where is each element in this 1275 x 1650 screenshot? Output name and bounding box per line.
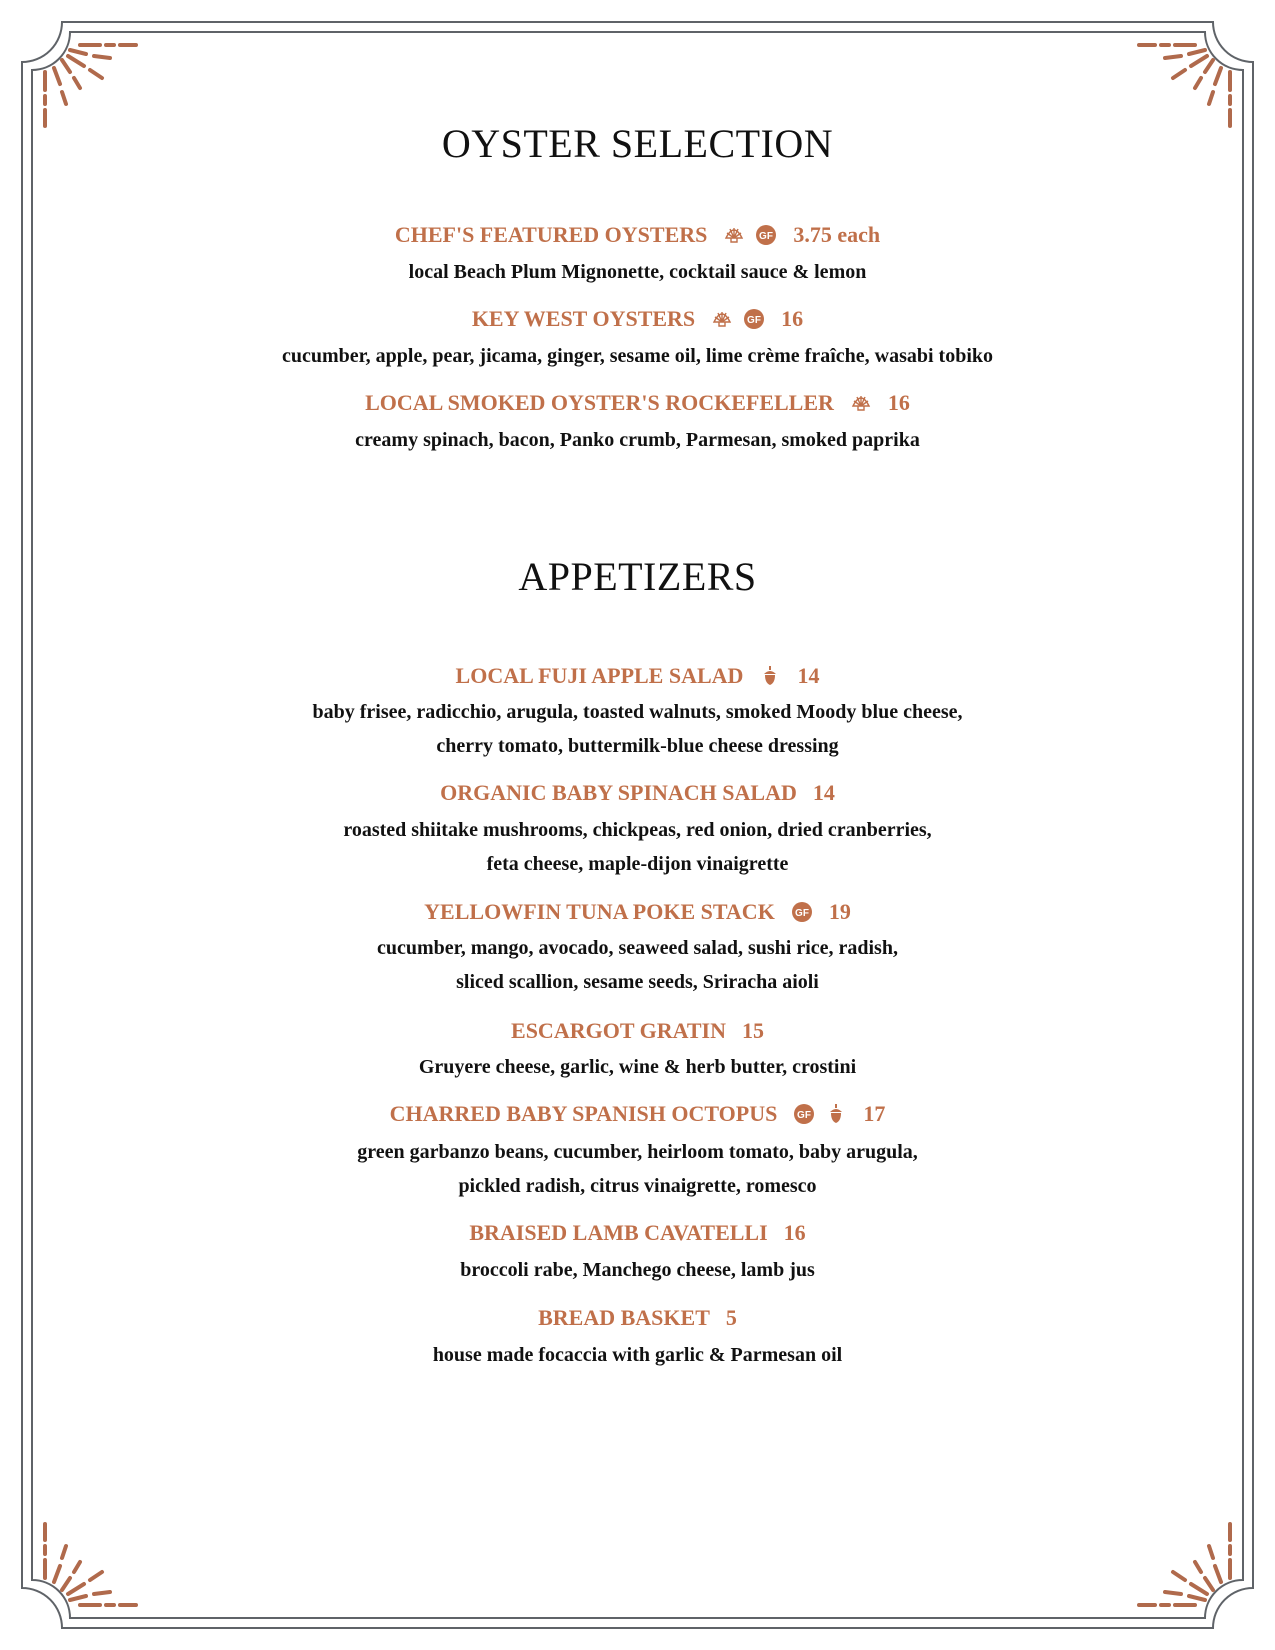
shell-icon: [711, 308, 733, 330]
corner-ornament-bottom-right: [1125, 1500, 1235, 1610]
gluten-free-icon: [743, 308, 765, 330]
section-title: APPETIZERS: [518, 554, 757, 599]
svg-text:GF: GF: [747, 315, 762, 326]
gluten-free-icon: [755, 224, 777, 246]
item-name: LOCAL FUJI APPLE SALAD: [455, 663, 744, 688]
menu-item-header: [0, 1302, 1275, 1334]
item-name: ORGANIC BABY SPINACH SALAD: [440, 780, 797, 805]
item-price: 14: [797, 663, 820, 688]
item-description: sliced scallion, sesame seeds, Sriracha aioli: [456, 971, 819, 993]
item-description: house made focaccia with garlic & Parmesan oil: [432, 1344, 843, 1366]
item-description: local Beach Plum Mignonette, cocktail sauce & lemon: [408, 261, 867, 283]
item-price: 16: [781, 306, 804, 331]
shell-icon: [723, 224, 745, 246]
menu-item-header: [0, 1217, 1275, 1249]
menu-item-header: [0, 219, 1275, 251]
dietary-icons: [793, 1103, 847, 1125]
item-name: CHEF'S FEATURED OYSTERS: [394, 222, 708, 247]
item-price: 5: [725, 1305, 737, 1330]
item-description: feta cheese, maple-dijon vinaigrette: [486, 853, 789, 875]
menu-item-header: [0, 660, 1275, 692]
gluten-free-icon: [791, 901, 813, 923]
menu-item-header: [0, 1098, 1275, 1130]
item-name: LOCAL SMOKED OYSTER'S ROCKEFELLER: [365, 390, 834, 415]
item-price: 14: [812, 780, 835, 805]
svg-text:GF: GF: [797, 1110, 812, 1121]
item-price: 19: [828, 899, 851, 924]
dietary-icons: [759, 665, 781, 687]
item-price: 16: [887, 390, 910, 415]
item-name: ESCARGOT GRATIN: [511, 1018, 726, 1043]
item-price: 15: [741, 1018, 764, 1043]
menu-item-header: [0, 896, 1275, 928]
item-name: CHARRED BABY SPANISH OCTOPUS: [389, 1101, 778, 1126]
item-description: cucumber, mango, avocado, seaweed salad, sushi rice, radish,: [377, 937, 898, 959]
menu-item-header: [0, 1015, 1275, 1047]
item-description: cherry tomato, buttermilk-blue cheese dressing: [436, 735, 839, 757]
item-price: 3.75 each: [793, 222, 881, 247]
item-price: 16: [783, 1220, 806, 1245]
corner-ornament-bottom-left: [40, 1500, 150, 1610]
menu-item-header: [0, 387, 1275, 419]
item-description: green garbanzo beans, cucumber, heirloom tomato, baby arugula,: [357, 1141, 918, 1163]
item-name: KEY WEST OYSTERS: [471, 306, 696, 331]
item-description: roasted shiitake mushrooms, chickpeas, red onion, dried cranberries,: [343, 819, 932, 841]
svg-text:GF: GF: [759, 231, 774, 242]
nut-icon: [825, 1103, 847, 1125]
shell-icon: [850, 392, 872, 414]
dietary-icons: [850, 392, 872, 414]
item-description: cucumber, apple, pear, jicama, ginger, sesame oil, lime crème fraîche, wasabi tobiko: [281, 345, 994, 367]
dietary-icons: [711, 308, 765, 330]
dietary-icons: [791, 901, 813, 923]
dietary-icons: [723, 224, 777, 246]
svg-text:GF: GF: [794, 908, 809, 919]
item-description: broccoli rabe, Manchego cheese, lamb jus: [460, 1259, 815, 1281]
item-name: BREAD BASKET: [538, 1305, 710, 1330]
item-price: 17: [863, 1101, 886, 1126]
item-description: baby frisee, radicchio, arugula, toasted walnuts, smoked Moody blue cheese,: [312, 701, 963, 723]
item-description: Gruyere cheese, garlic, wine & herb butter, crostini: [418, 1056, 857, 1078]
nut-icon: [759, 665, 781, 687]
item-name: YELLOWFIN TUNA POKE STACK: [424, 899, 775, 924]
menu-item-header: [0, 777, 1275, 809]
gluten-free-icon: [793, 1103, 815, 1125]
item-name: BRAISED LAMB CAVATELLI: [469, 1220, 768, 1245]
item-description: creamy spinach, bacon, Panko crumb, Parmesan, smoked paprika: [355, 429, 920, 451]
section-title: OYSTER SELECTION: [441, 121, 834, 166]
menu-item-header: [0, 303, 1275, 335]
item-description: pickled radish, citrus vinaigrette, romesco: [458, 1175, 817, 1197]
